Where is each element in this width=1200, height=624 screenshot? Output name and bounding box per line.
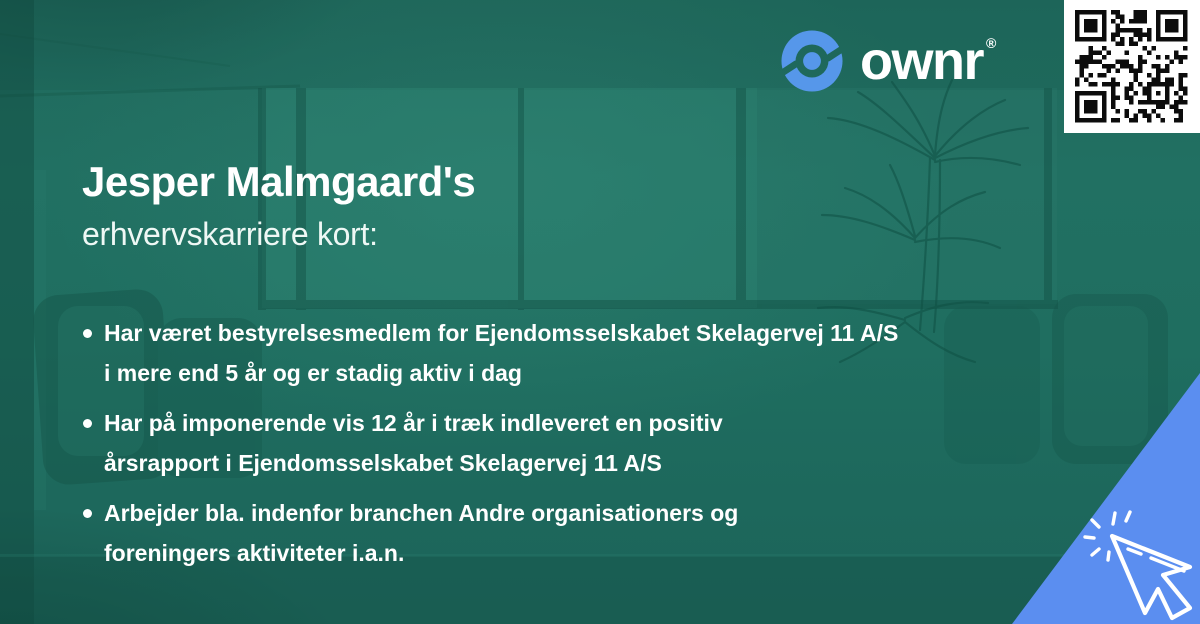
registered-mark: ®: [986, 35, 997, 51]
bullet-line: årsrapport i Ejendomsselskabet Skelagervej 11 A/S: [104, 450, 662, 476]
click-rays: [1085, 512, 1130, 560]
list-item: [82, 493, 1082, 573]
ownr-logo-icon: [781, 30, 843, 92]
brand-logo: [781, 30, 996, 92]
page-subtitle: erhvervskarriere kort:: [82, 216, 378, 252]
brand-name: [860, 30, 996, 92]
page-title: Jesper Malmgaard's: [82, 158, 476, 205]
qr-code-pattern: [1075, 10, 1188, 123]
bullet-line: Arbejder bla. indenfor branchen Andre organisationers og: [104, 500, 739, 526]
bullet-line: Har på imponerende vis 12 år i træk indleveret en positiv: [104, 410, 723, 436]
list-item: [82, 403, 1082, 483]
career-highlights-list: [82, 313, 1082, 583]
bullet-line: i mere end 5 år og er stadig aktiv i dag: [104, 360, 522, 386]
bullet-dot: [82, 313, 104, 393]
bullet-dot: [82, 493, 104, 573]
click-cursor-icon: [1085, 512, 1190, 618]
bullet-line: foreningers aktiviteter i.a.n.: [104, 540, 405, 566]
bullet-line: Har været bestyrelsesmedlem for Ejendomsselskabet Skelagervej 11 A/S: [104, 320, 899, 346]
qr-code: [1064, 0, 1200, 133]
list-item: [82, 313, 1082, 393]
bullet-dot: [82, 403, 104, 483]
brand-wordmark: ownr: [860, 31, 983, 91]
